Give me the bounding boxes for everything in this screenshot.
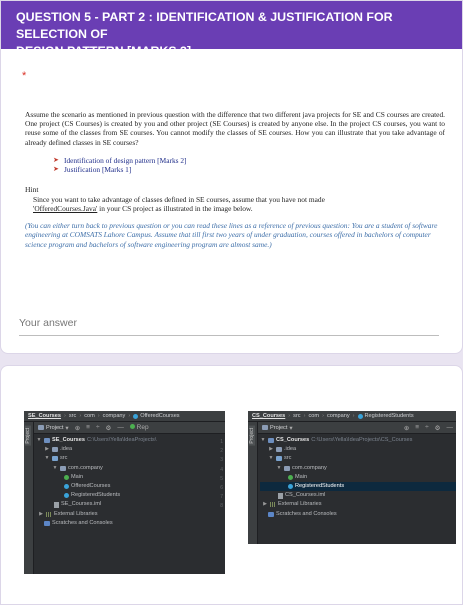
project-toolbar: Project ▾ ⊕ ≡ ÷ ⚙ — <box>248 422 456 434</box>
tree-item[interactable]: CS_Courses.iml <box>260 491 456 500</box>
scenario-text: Assume the scenario as mentioned in previous question with the difference that two different java projects for SE and CS courses are created. One project (CS Courses) is created by you and other project (SE Courses) is created by anyone else. In the project CS courses, you want to reuse some of the classes from SE courses. You cannot modify the classes of SE courses. How you can illustrate that you take advantage of already defined classes in SE courses? <box>25 110 445 147</box>
breadcrumb: SE_Courses › src › com › company › OfferedCourses <box>24 411 225 422</box>
locate-icon[interactable]: ⊕ <box>74 424 81 432</box>
side-toolwindow-bar: Project <box>248 422 258 544</box>
question-title-line1: QUESTION 5 - PART 2 : IDENTIFICATION & JUSTIFICATION FOR SELECTION OF <box>16 10 393 41</box>
tree-root[interactable]: ▼ CS_Courses C:\Users\Yella\IdeaProjects\CS_Courses <box>260 437 413 443</box>
breadcrumb: CS_Courses › src › com › company › RegisteredStudents <box>248 411 456 422</box>
tree-item[interactable]: ▼ com.company <box>276 464 327 471</box>
tree-item[interactable]: OfferedCourses <box>36 482 225 491</box>
bullet-label: Identification of design pattern [Marks 2] <box>64 155 187 165</box>
tree-item[interactable]: Scratches and Consoles <box>260 510 456 519</box>
reference-note: (You can either turn back to previous question or you can read these lines as a reference of previous question: You are a student of software engineering at COMSATS Lahore Campus. Assume that till first two years of under graduation, courses offered in bachelors of computer science program and bachelors of software engineering program are almost same.) <box>25 221 438 249</box>
tree-item[interactable]: SE_Courses.iml <box>36 500 225 509</box>
tree-item-selected[interactable]: RegisteredStudents <box>260 482 456 491</box>
line-numbers: 1 2 3 4 5 6 7 8 <box>220 439 223 510</box>
tree-item[interactable]: RegisteredStudents <box>36 491 225 500</box>
bullet-arrow-icon: ➤ <box>53 165 59 174</box>
class-icon <box>358 414 363 419</box>
tree-item[interactable]: ▼ src <box>268 455 292 462</box>
tree-item[interactable]: ▶ .idea <box>269 446 297 453</box>
locate-icon[interactable]: ⊕ <box>403 424 410 432</box>
project-tree <box>36 436 225 528</box>
collapse-icon[interactable]: ≡ <box>415 424 420 431</box>
hint-text: Since you want to take advantage of classes defined in SE courses, assume that you have not made 'OfferedCourses.Java' in your CS project as illustrated in the image below. <box>33 194 325 213</box>
hint-filename: 'OfferedCourses.Java' <box>33 203 98 213</box>
tab-hint: Rep <box>130 424 149 431</box>
project-icon <box>262 425 268 430</box>
project-toolbar: Project ▾ ⊕ ≡ ÷ ⚙ — Rep <box>24 422 225 434</box>
expand-icon[interactable]: ÷ <box>425 424 429 431</box>
hide-icon[interactable]: — <box>446 424 453 431</box>
tree-item[interactable]: ▼ src <box>44 455 68 462</box>
question-body <box>25 110 445 249</box>
collapse-icon[interactable]: ≡ <box>86 424 90 431</box>
question-header <box>1 1 462 58</box>
expand-icon[interactable]: ÷ <box>95 424 100 431</box>
tree-item[interactable]: ▶ .idea <box>45 446 73 453</box>
hide-icon[interactable]: — <box>117 424 124 431</box>
project-tree <box>260 436 456 519</box>
required-asterisk: * <box>22 70 27 82</box>
ide-screenshot-cs-courses <box>248 411 456 544</box>
tree-item[interactable]: Main <box>260 473 456 482</box>
bullet-item <box>53 156 445 165</box>
project-icon <box>38 425 44 430</box>
gear-icon[interactable]: ⚙ <box>105 424 112 432</box>
answer-input[interactable]: Your answer <box>19 317 439 336</box>
hint-title: Hint <box>25 184 39 194</box>
tree-item[interactable]: ▼ com.company <box>52 464 103 471</box>
tree-item[interactable]: Main <box>36 473 225 482</box>
bullet-label: Justification [Marks 1] <box>64 165 132 175</box>
tree-item[interactable]: ▶ External Libraries <box>39 510 98 517</box>
tree-item[interactable]: Scratches and Consoles <box>36 519 225 528</box>
tree-root[interactable]: ▼ SE_Courses C:\Users\Yella\IdeaProjects\ <box>36 437 157 443</box>
question-title-line2: DESIGN PATTERN [MARKS 3] <box>16 44 192 58</box>
bullet-list <box>25 156 445 175</box>
class-icon <box>133 414 138 419</box>
ide-screenshot-se-courses <box>24 411 225 574</box>
gear-icon[interactable]: ⚙ <box>434 424 441 432</box>
tree-item[interactable]: ▶ External Libraries <box>263 501 322 508</box>
bullet-item <box>53 165 445 174</box>
side-toolwindow-bar: Project <box>24 422 34 574</box>
bullet-arrow-icon: ➤ <box>53 155 59 164</box>
